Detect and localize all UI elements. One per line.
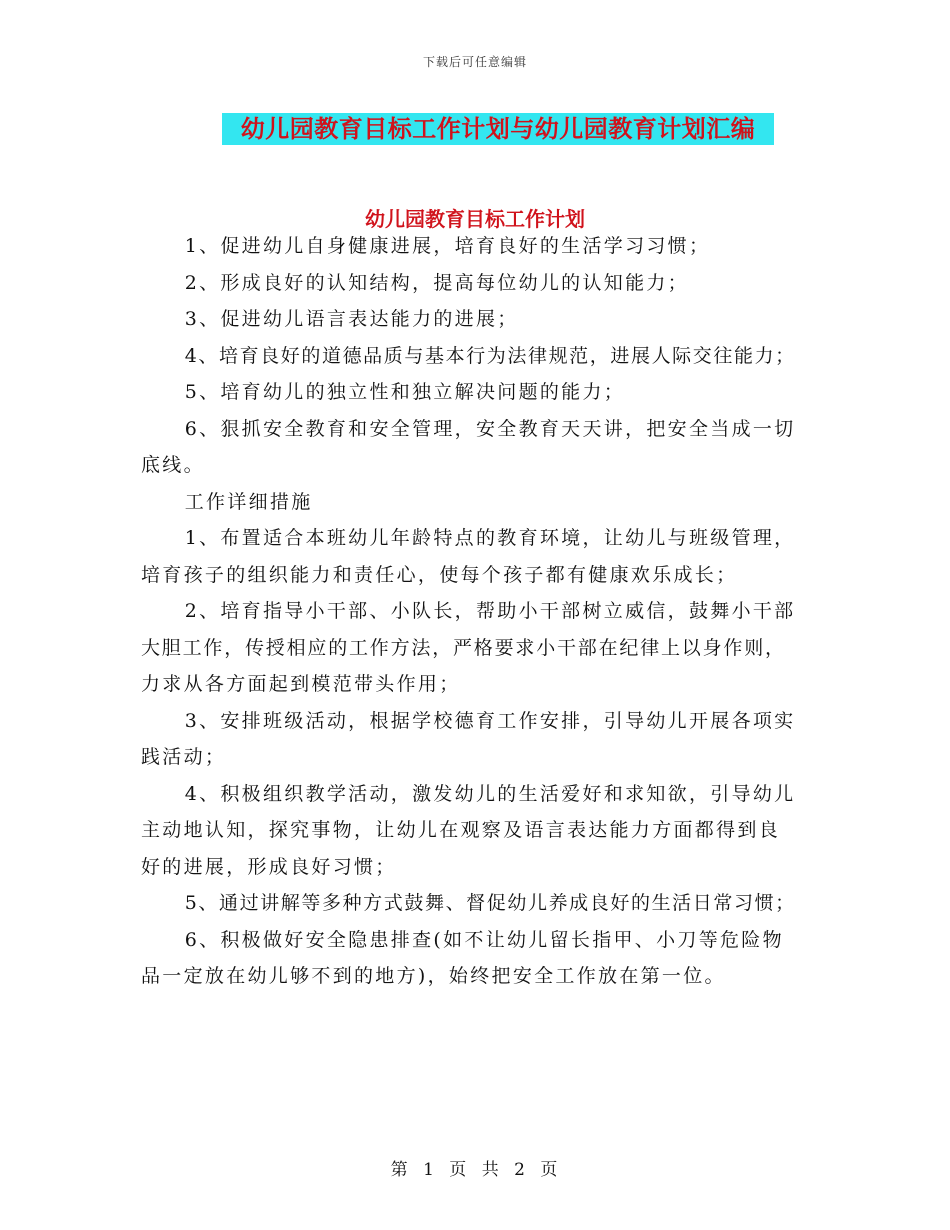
- measure-item: 1、布置适合本班幼儿年龄特点的教育环境，让幼儿与班级管理，: [184, 527, 796, 549]
- goal-item-continuation: 底线。: [141, 454, 205, 476]
- header-note: 下载后可任意编辑: [422, 55, 527, 69]
- document-body: [141, 228, 821, 995]
- measure-item: 6、积极做好安全隐患排查(如不让幼儿留长指甲、小刀等危险物: [184, 928, 784, 951]
- measure-item-continuation: 践活动；: [141, 746, 227, 768]
- goal-item: 6、狠抓安全教育和安全管理，安全教育天天讲，把安全当成一切: [184, 417, 796, 440]
- measure-item-continuation: 力求从各方面起到模范带头作用；: [141, 673, 461, 695]
- measure-item: 3、安排班级活动，根据学校德育工作安排，引导幼儿开展各项实: [184, 709, 796, 732]
- goal-item: 3、促进幼儿语言表达能力的进展；: [184, 308, 519, 330]
- document-title: 幼儿园教育目标工作计划与幼儿园教育计划汇编: [222, 113, 774, 145]
- measure-item-continuation: 品一定放在幼儿够不到的地方)，始终把安全工作放在第一位。: [141, 965, 726, 987]
- measure-item-continuation: 好的进展，形成良好习惯；: [141, 855, 397, 878]
- measures-heading: 工作详细措施: [184, 490, 313, 513]
- measure-item-continuation: 大胆工作，传授相应的工作方法，严格要求小干部在纪律上以身作则，: [141, 636, 786, 659]
- goal-item: 1、促进幼儿自身健康进展，培育良好的生活学习习惯；: [184, 235, 711, 257]
- goal-item: 2、形成良好的认知结构，提高每位幼儿的认知能力；: [184, 271, 689, 294]
- measure-item: 4、积极组织教学活动，激发幼儿的生活爱好和求知欲，引导幼儿: [184, 782, 796, 805]
- goal-item: 4、培育良好的道德品质与基本行为法律规范，进展人际交往能力；: [184, 344, 796, 367]
- measure-item-continuation: 主动地认知，探究事物，让幼儿在观察及语言表达能力方面都得到良: [141, 819, 781, 841]
- section-title: 幼儿园教育目标工作计划: [365, 207, 585, 231]
- measure-item: 5、通过讲解等多种方式鼓舞、督促幼儿养成良好的生活日常习惯；: [184, 892, 796, 914]
- page-footer: 第 1 页 共 2 页: [390, 1160, 560, 1180]
- measure-item-continuation: 培育孩子的组织能力和责任心，使每个孩子都有健康欢乐成长；: [141, 563, 738, 586]
- goal-item: 5、培育幼儿的独立性和独立解决问题的能力；: [184, 381, 626, 403]
- measure-item: 2、培育指导小干部、小队长，帮助小干部树立威信，鼓舞小干部: [184, 600, 796, 622]
